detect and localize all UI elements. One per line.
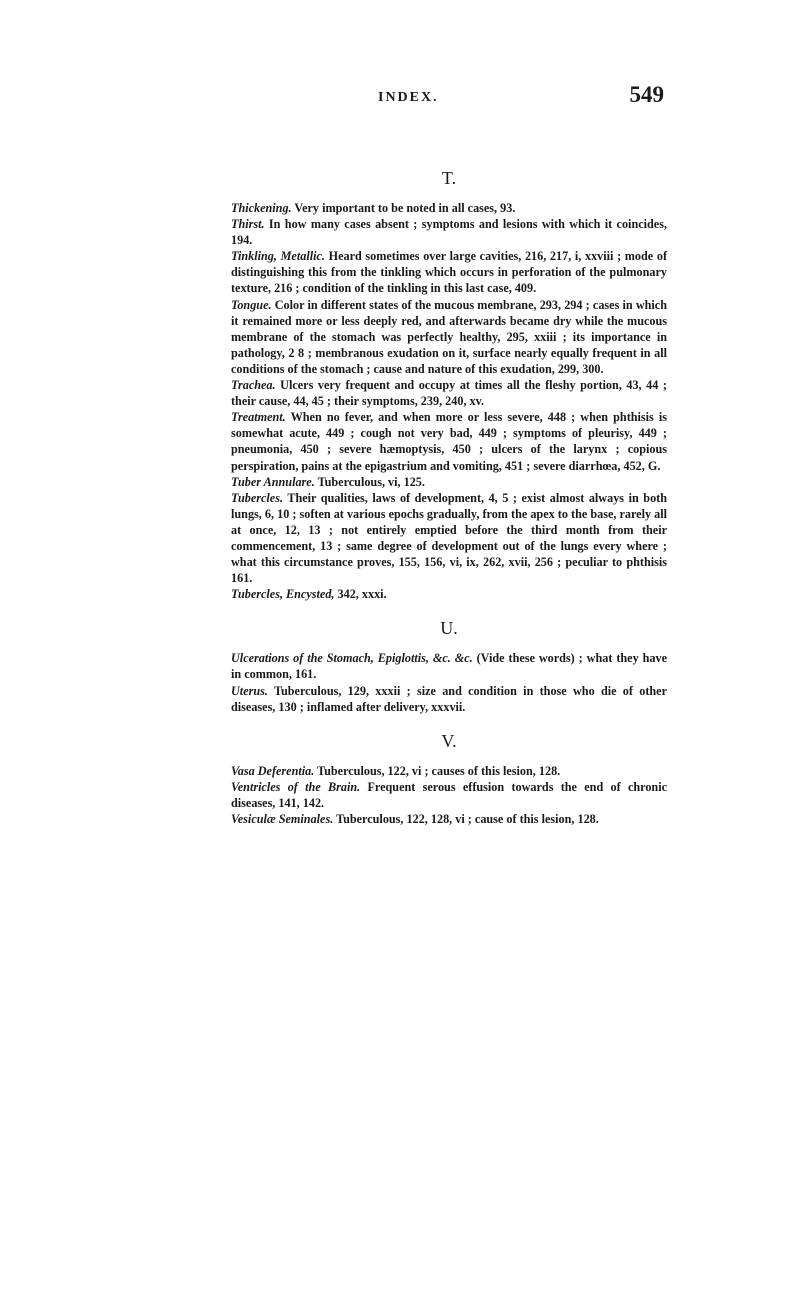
index-entry — [231, 490, 667, 587]
entry-term: Treatment. — [231, 410, 286, 425]
entry-text: 342, xxxi. — [334, 587, 387, 602]
page-number: 549 — [629, 82, 664, 107]
entry-term: Trachea. — [231, 378, 276, 393]
running-head-title: INDEX. — [378, 90, 439, 105]
entry-text: Tuberculous, vi, 125. — [314, 474, 425, 489]
section-letter: T. — [441, 168, 457, 188]
entry-text: Ulcers very frequent and occupy at times all the fleshy portion, 43, 44 ; their cause, 44, 45 ; their symptoms, 239, 240, xv. — [231, 378, 667, 409]
index-entry — [231, 586, 667, 602]
index-entry — [231, 779, 667, 811]
entry-term: Vesiculæ Seminales. — [231, 812, 334, 826]
index-section-t — [231, 168, 667, 602]
entry-term: Tuber Annulare. — [231, 474, 315, 489]
entry-term: Tubercles, Encysted, — [231, 587, 335, 602]
running-head — [228, 82, 664, 108]
entry-text: Frequent serous effusion towards the end of chronic diseases, 141, 142. — [231, 779, 667, 810]
entry-text: Their qualities, laws of development, 4, 5 ; exist almost always in both lungs, 6, 10 ; soften at various epochs gradually, from the apex to the base, rarely all at once, 12, 13 ; not entirely emptied before the third month from their commencement, 13 ; same degree of development out of the lungs every where ; what this circumstance proves, 155, 156, vi, ix, 262, xvii, 256 ; peculiar to phthisis 161. — [231, 490, 667, 586]
entry-term: Uterus. — [231, 683, 268, 698]
entry-term: Tinkling, Metallic. — [231, 249, 325, 264]
entry-text: Very important to be noted in all cases, 93. — [291, 201, 516, 215]
entry-text: Tuberculous, 122, 128, vi ; cause of this lesion, 128. — [333, 812, 599, 826]
entry-term: Tongue. — [231, 297, 272, 312]
index-entry — [231, 474, 667, 490]
index-entry — [231, 216, 667, 248]
entry-text: Heard sometimes over large cavities, 216, 217, i, xxviii ; mode of distinguishing this from the tinkling which occurs in perforation of the pulmonary texture, 216 ; condition of the tinkling in this last case, 409. — [231, 249, 668, 296]
entry-term: Ventricles of the Brain. — [231, 779, 361, 794]
index-section-u — [231, 618, 667, 714]
section-gap — [231, 715, 667, 731]
entry-text: Color in different states of the mucous membrane, 293, 294 ; cases in which it remained more or less deeply red, and afterwards became dry while the mucous membrane of the stomach was perfectly healthy, 295, xxiii ; its importance in pathology, 2 8 ; membranous exudation on it, surface nearly equally frequent in all conditions of the stomach ; cause and nature of this exudation, 299, 300. — [231, 297, 667, 376]
section-gap — [231, 602, 667, 618]
index-entry — [231, 248, 667, 296]
entry-term: Thirst. — [231, 217, 265, 232]
section-letter: V. — [441, 730, 457, 751]
entry-text: (Vide these words) ; what they have in common, 161. — [231, 651, 667, 682]
index-entry — [231, 763, 667, 779]
index-entry — [231, 377, 667, 409]
entry-term: Tubercles. — [231, 490, 284, 505]
entry-term: Ulcerations of the Stomach, Epiglottis, &c. &c. — [231, 651, 473, 666]
entry-text: In how many cases absent ; symptoms and lesions with which it coincides, 194. — [231, 217, 667, 248]
index-body — [231, 168, 667, 827]
entry-text: Tuberculous, 122, vi ; causes of this lesion, 128. — [314, 763, 561, 778]
entry-text: Tuberculous, 129, xxxii ; size and condition in those who die of other diseases, 130 ; inflamed after delivery, xxxvii. — [231, 683, 667, 714]
index-entry — [231, 297, 667, 377]
index-section-v — [231, 731, 667, 827]
index-entry — [231, 683, 667, 715]
entry-term: Thickening. — [231, 201, 292, 215]
index-entry — [231, 200, 667, 216]
index-entry — [231, 650, 667, 682]
index-entry — [231, 811, 667, 827]
section-letter: U. — [440, 618, 458, 639]
index-entry — [231, 409, 667, 473]
entry-term: Vasa Deferentia. — [231, 763, 315, 778]
entry-text: When no fever, and when more or less severe, 448 ; when phthisis is somewhat acute, 449 ; cough not very bad, 449 ; symptoms of pleurisy, 449 ; pneumonia, 450 ; severe hæmoptysis, 450 ; ulcers of the larynx ; copious perspiration, pains at the epigastrium and vomiting, 451 ; severe diarrhœa, 452, G. — [231, 410, 667, 473]
